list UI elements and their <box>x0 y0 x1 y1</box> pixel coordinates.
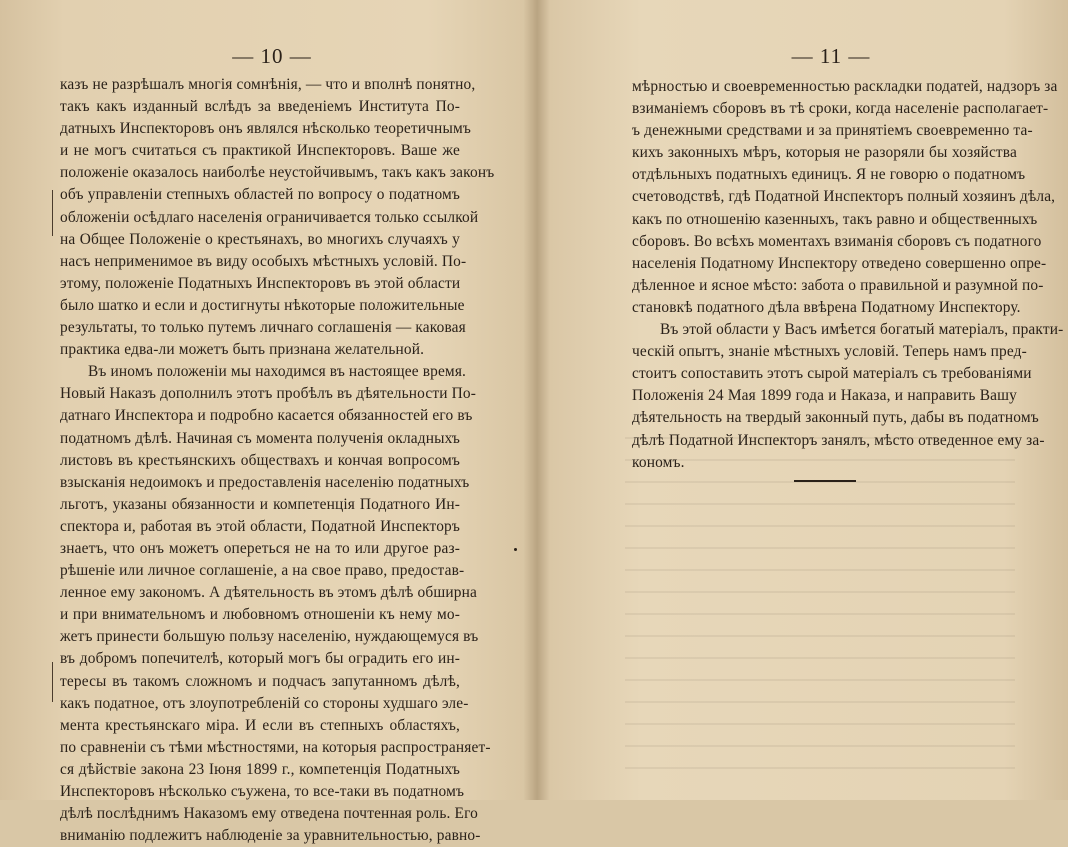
right-page-text <box>632 76 1064 474</box>
text-line: кихъ законныхъ мѣръ, которыя не разоряли бы хозяйства <box>632 144 1017 162</box>
margin-pencil-mark <box>52 662 53 702</box>
text-line: рѣшеніе или личное соглашеніе, а на свое право, предостав- <box>60 562 465 580</box>
text-line: ческій опытъ, знаніе мѣстныхъ условій. Теперь намъ пред- <box>632 343 1027 361</box>
left-page-text <box>60 74 495 847</box>
text-line: Въ этой области у Васъ имѣется богатый матеріалъ, практи- <box>660 321 1064 339</box>
text-line: Въ иномъ положеніи мы находимся въ настоящее время. <box>88 363 467 381</box>
text-line: взиманіемъ сборовъ въ тѣ сроки, когда населеніе располагает- <box>632 100 1049 118</box>
text-line: результаты, то только путемъ личнаго соглашенія — каковая <box>60 319 466 337</box>
text-line: стоитъ сопоставить этотъ сырой матеріалъ съ требованіями <box>632 365 1032 383</box>
text-line: дѣлѣ послѣднимъ Наказомъ ему отведена почтенная роль. Его <box>60 805 478 823</box>
left-page <box>0 0 534 845</box>
text-line: такъ какъ изданный вслѣдъ за введеніемъ Института По- <box>60 98 460 116</box>
text-line: льготъ, указаны обязанности и компетенція Податного Ин- <box>60 495 460 513</box>
text-line: ся дѣйствіе закона 23 Іюня 1899 г., компетенція Податныхъ <box>60 760 460 778</box>
text-line: отдѣльныхъ податныхъ единицъ. Я не говорю о податномъ <box>632 166 1026 184</box>
text-line: этому, положеніе Податныхъ Инспекторовъ въ этой области <box>60 274 461 292</box>
text-line: Положенія 24 Мая 1899 года и Наказа, и направить Вашу <box>632 387 1017 405</box>
text-line: кономъ. <box>632 453 685 471</box>
text-line: практика едва-ли можетъ быть признана желательной. <box>60 341 425 359</box>
text-line: листовъ въ крестьянскихъ обществахъ и кончая вопросомъ <box>60 451 460 469</box>
text-line: жетъ принести большую пользу населенію, нуждающемуся въ <box>60 628 479 646</box>
text-line: мѣрностью и своевременностью раскладки податей, надзоръ за <box>632 78 1058 95</box>
text-line: становкѣ податного дѣла ввѣрена Податному Инспектору. <box>632 298 1021 316</box>
text-line: объ управленіи степныхъ областей по вопросу о податномъ <box>60 186 460 204</box>
section-divider-rule <box>794 480 856 482</box>
text-line: какъ податное, отъ злоупотребленій со стороны худшаго эле- <box>60 694 469 712</box>
text-line: и при внимательномъ и любовномъ отношеніи къ нему мо- <box>60 606 460 624</box>
text-line: казъ не разрѣшалъ многія сомнѣнія, — что и вполнѣ понятно, <box>60 76 476 93</box>
text-line: мента крестьянскаго міра. И если въ степныхъ областяхъ, <box>60 716 460 734</box>
text-line: ъ денежными средствами и за принятіемъ своевременно та- <box>632 122 1033 140</box>
text-line: дѣятельность на твердый законный путь, дабы въ податномъ <box>632 409 1039 427</box>
text-line: ленное ему закономъ. А дѣятельность въ этомъ дѣлѣ обширна <box>60 584 477 602</box>
text-line: дѣленное и ясное мѣсто: забота о правильной и разумной по- <box>632 276 1044 294</box>
text-line: спектора и, работая въ этой области, Податной Инспекторъ <box>60 517 460 535</box>
text-line: какъ по отношенію казенныхъ, такъ равно и общественныхъ <box>632 210 1038 228</box>
text-line: взысканія недоимокъ и предоставленія населенію податныхъ <box>60 473 470 491</box>
text-line: въ добромъ попечителѣ, который могъ бы оградить его ин- <box>60 650 460 668</box>
text-line: счетоводствѣ, гдѣ Податной Инспекторъ полный хозяинъ дѣла, <box>632 188 1056 206</box>
ink-speck <box>514 548 517 551</box>
right-page <box>534 0 1068 800</box>
text-line: по сравненіи съ тѣми мѣстностями, на которыя распространяет- <box>60 738 491 756</box>
text-line: Инспекторовъ нѣсколько съужена, то все-таки въ податномъ <box>60 783 465 800</box>
margin-pencil-mark <box>52 190 53 236</box>
text-line: сборовъ. Во всѣхъ моментахъ взиманія сборовъ съ податного <box>632 232 1042 250</box>
text-line: датныхъ Инспекторовъ онъ являлся нѣсколько теоретичнымъ <box>60 120 471 138</box>
text-line: положеніе оказалось наиболѣе неустойчивымъ, такъ какъ законъ <box>60 164 495 182</box>
text-line: дѣлѣ Податной Инспекторъ занялъ, мѣсто отведенное ему за- <box>632 431 1045 449</box>
text-line: населенія Податному Инспектору отведено совершенно опре- <box>632 254 1047 272</box>
left-page-number: — 10 — <box>232 44 312 68</box>
right-page-number: — 11 — <box>791 44 871 68</box>
text-line: обложеніи осѣдлаго населенія ограничивается только ссылкой <box>60 208 479 226</box>
text-line: податномъ дѣлѣ. Начиная съ момента полученія окладныхъ <box>60 429 460 447</box>
text-line: вниманію подлежитъ наблюденіе за уравнительностью, равно- <box>60 827 481 845</box>
text-line: насъ неприменимое въ виду особыхъ мѣстныхъ условій. По- <box>60 252 467 270</box>
text-line: датнаго Инспектора и подробно касается обязанностей его въ <box>60 407 473 425</box>
text-line: тересы въ такомъ сложномъ и подчасъ запутанномъ дѣлѣ, <box>60 672 460 690</box>
text-line: на Общее Положеніе о крестьянахъ, во многихъ случаяхъ у <box>60 230 460 248</box>
text-line: и не могъ считаться съ практикой Инспекторовъ. Ваше же <box>60 142 460 160</box>
text-line: было шатко и если и достигнуты нѣкоторые положительные <box>60 296 465 314</box>
text-line: знаетъ, что онъ можетъ опереться не на то или другое раз- <box>60 539 460 557</box>
text-line: Новый Наказъ дополнилъ этотъ пробѣлъ въ дѣятельности По- <box>60 385 476 403</box>
